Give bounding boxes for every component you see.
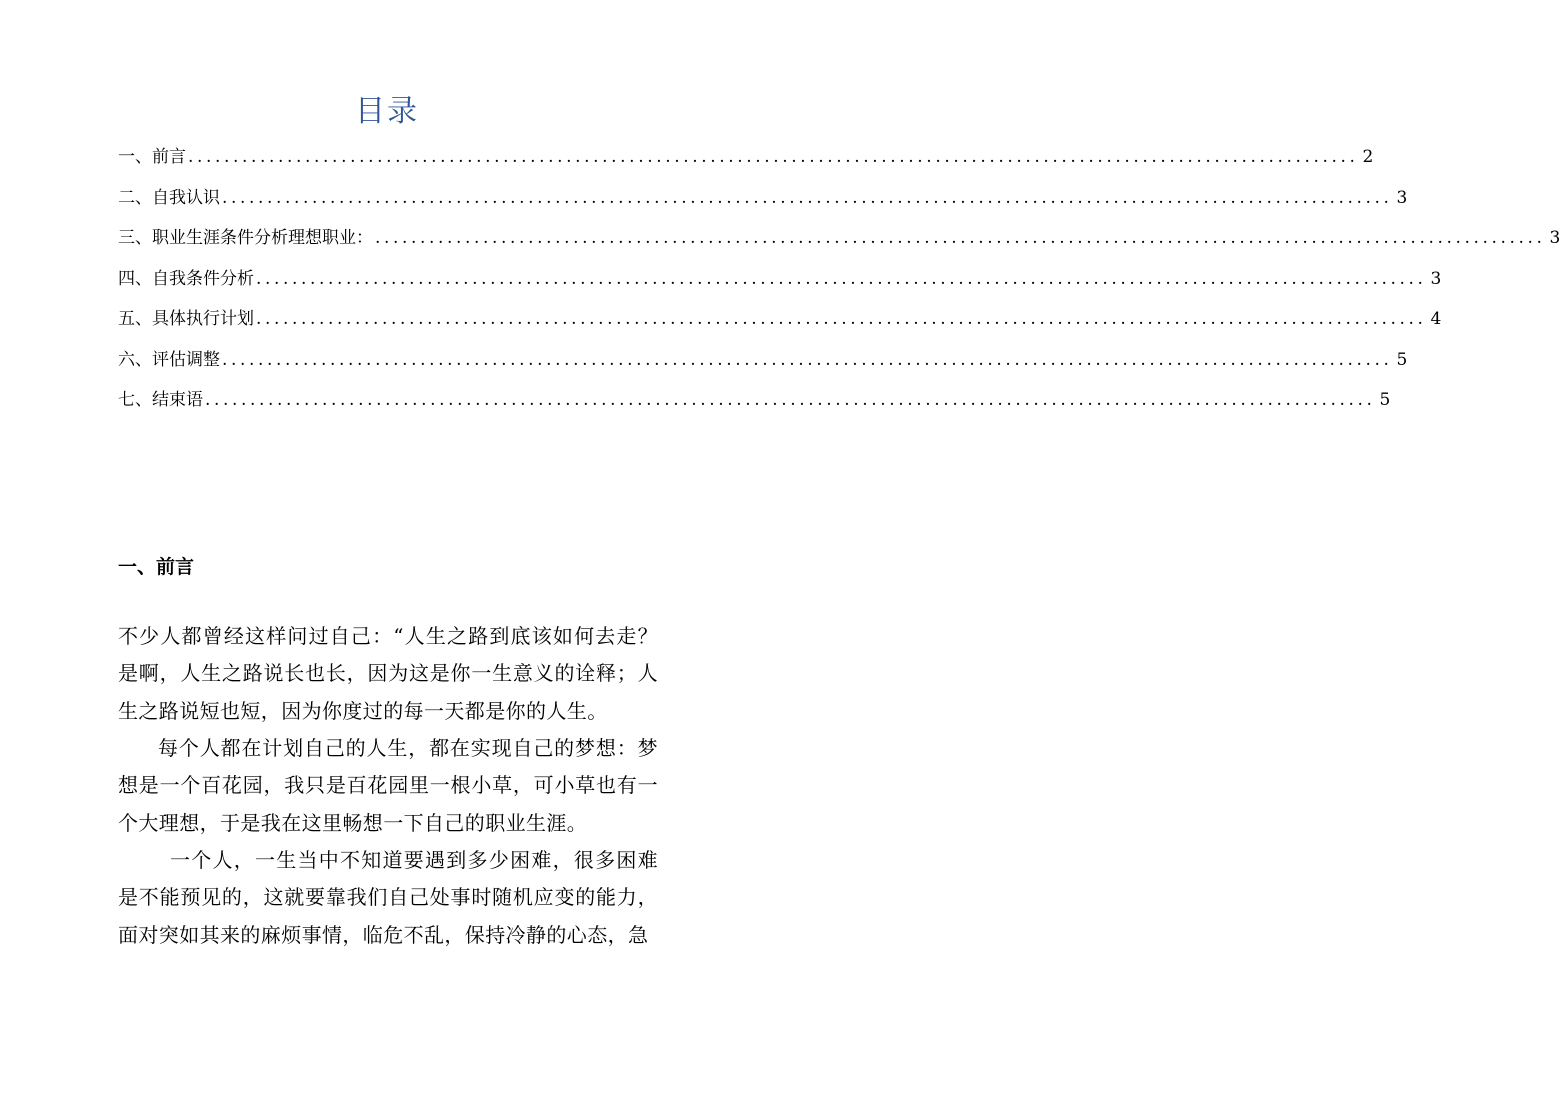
toc-entry-page: 2 [1362,147,1374,167]
toc-entry-page: 5 [1379,390,1391,410]
toc-leader-dots: .................................................................................................................................. [375,228,1546,248]
section-heading: 一、前言 [118,556,195,578]
table-of-contents [118,137,1560,421]
toc-leader-dots: .................................................................................................................................. [256,309,1427,329]
toc-entry-page: 4 [1430,309,1442,329]
toc-entry-self-knowledge[interactable] [118,178,1408,219]
toc-entry-label: 一、前言 [118,147,186,167]
toc-entry-label: 五、具体执行计划 [118,309,254,329]
toc-entry-label: 三、职业生涯条件分析理想职业： [118,228,373,248]
toc-leader-dots: .................................................................................................................................. [222,349,1393,370]
toc-entry-page: 5 [1396,349,1408,370]
toc-leader-dots: .................................................................................................................................. [222,187,1393,208]
toc-entry-execution-plan[interactable] [118,299,1442,340]
toc-entry-page: 3 [1549,228,1560,248]
toc-entry-preface[interactable] [118,137,1374,178]
toc-entry-page: 3 [1396,187,1408,208]
body-paragraph: 不少人都曾经这样问过自己：“人生之路到底该如何去走？是啊，人生之路说长也长，因为这是你一生意义的诠释；人生之路说短也短，因为你度过的每一天都是你的人生。 [118,624,658,723]
toc-title: 目录 [355,94,419,129]
toc-entry-self-conditions[interactable] [118,259,1442,300]
toc-leader-dots: .................................................................................................................................. [205,390,1376,410]
toc-leader-dots: .................................................................................................................................. [188,147,1359,167]
toc-leader-dots: .................................................................................................................................. [256,268,1427,289]
toc-entry-label: 四、自我条件分析 [118,268,254,289]
toc-entry-label: 六、评估调整 [118,349,220,370]
body-paragraph: 一个人，一生当中不知道要遇到多少困难，很多困难是不能预见的，这就要靠我们自己处事时随机应变的能力，面对突如其来的麻烦事情，临危不乱，保持冷静的心态，急 [118,848,658,947]
toc-entry-career-analysis[interactable] [118,218,1560,259]
body-paragraph: 每个人都在计划自己的人生，都在实现自己的梦想：梦想是一个百花园，我只是百花园里一根小草，可小草也有一个大理想，于是我在这里畅想一下自己的职业生涯。 [118,736,658,835]
toc-entry-conclusion[interactable] [118,380,1391,421]
toc-entry-page: 3 [1430,268,1442,289]
toc-entry-label: 七、结束语 [118,390,203,410]
toc-entry-label: 二、自我认识 [118,187,220,208]
toc-entry-evaluation[interactable] [118,340,1408,381]
